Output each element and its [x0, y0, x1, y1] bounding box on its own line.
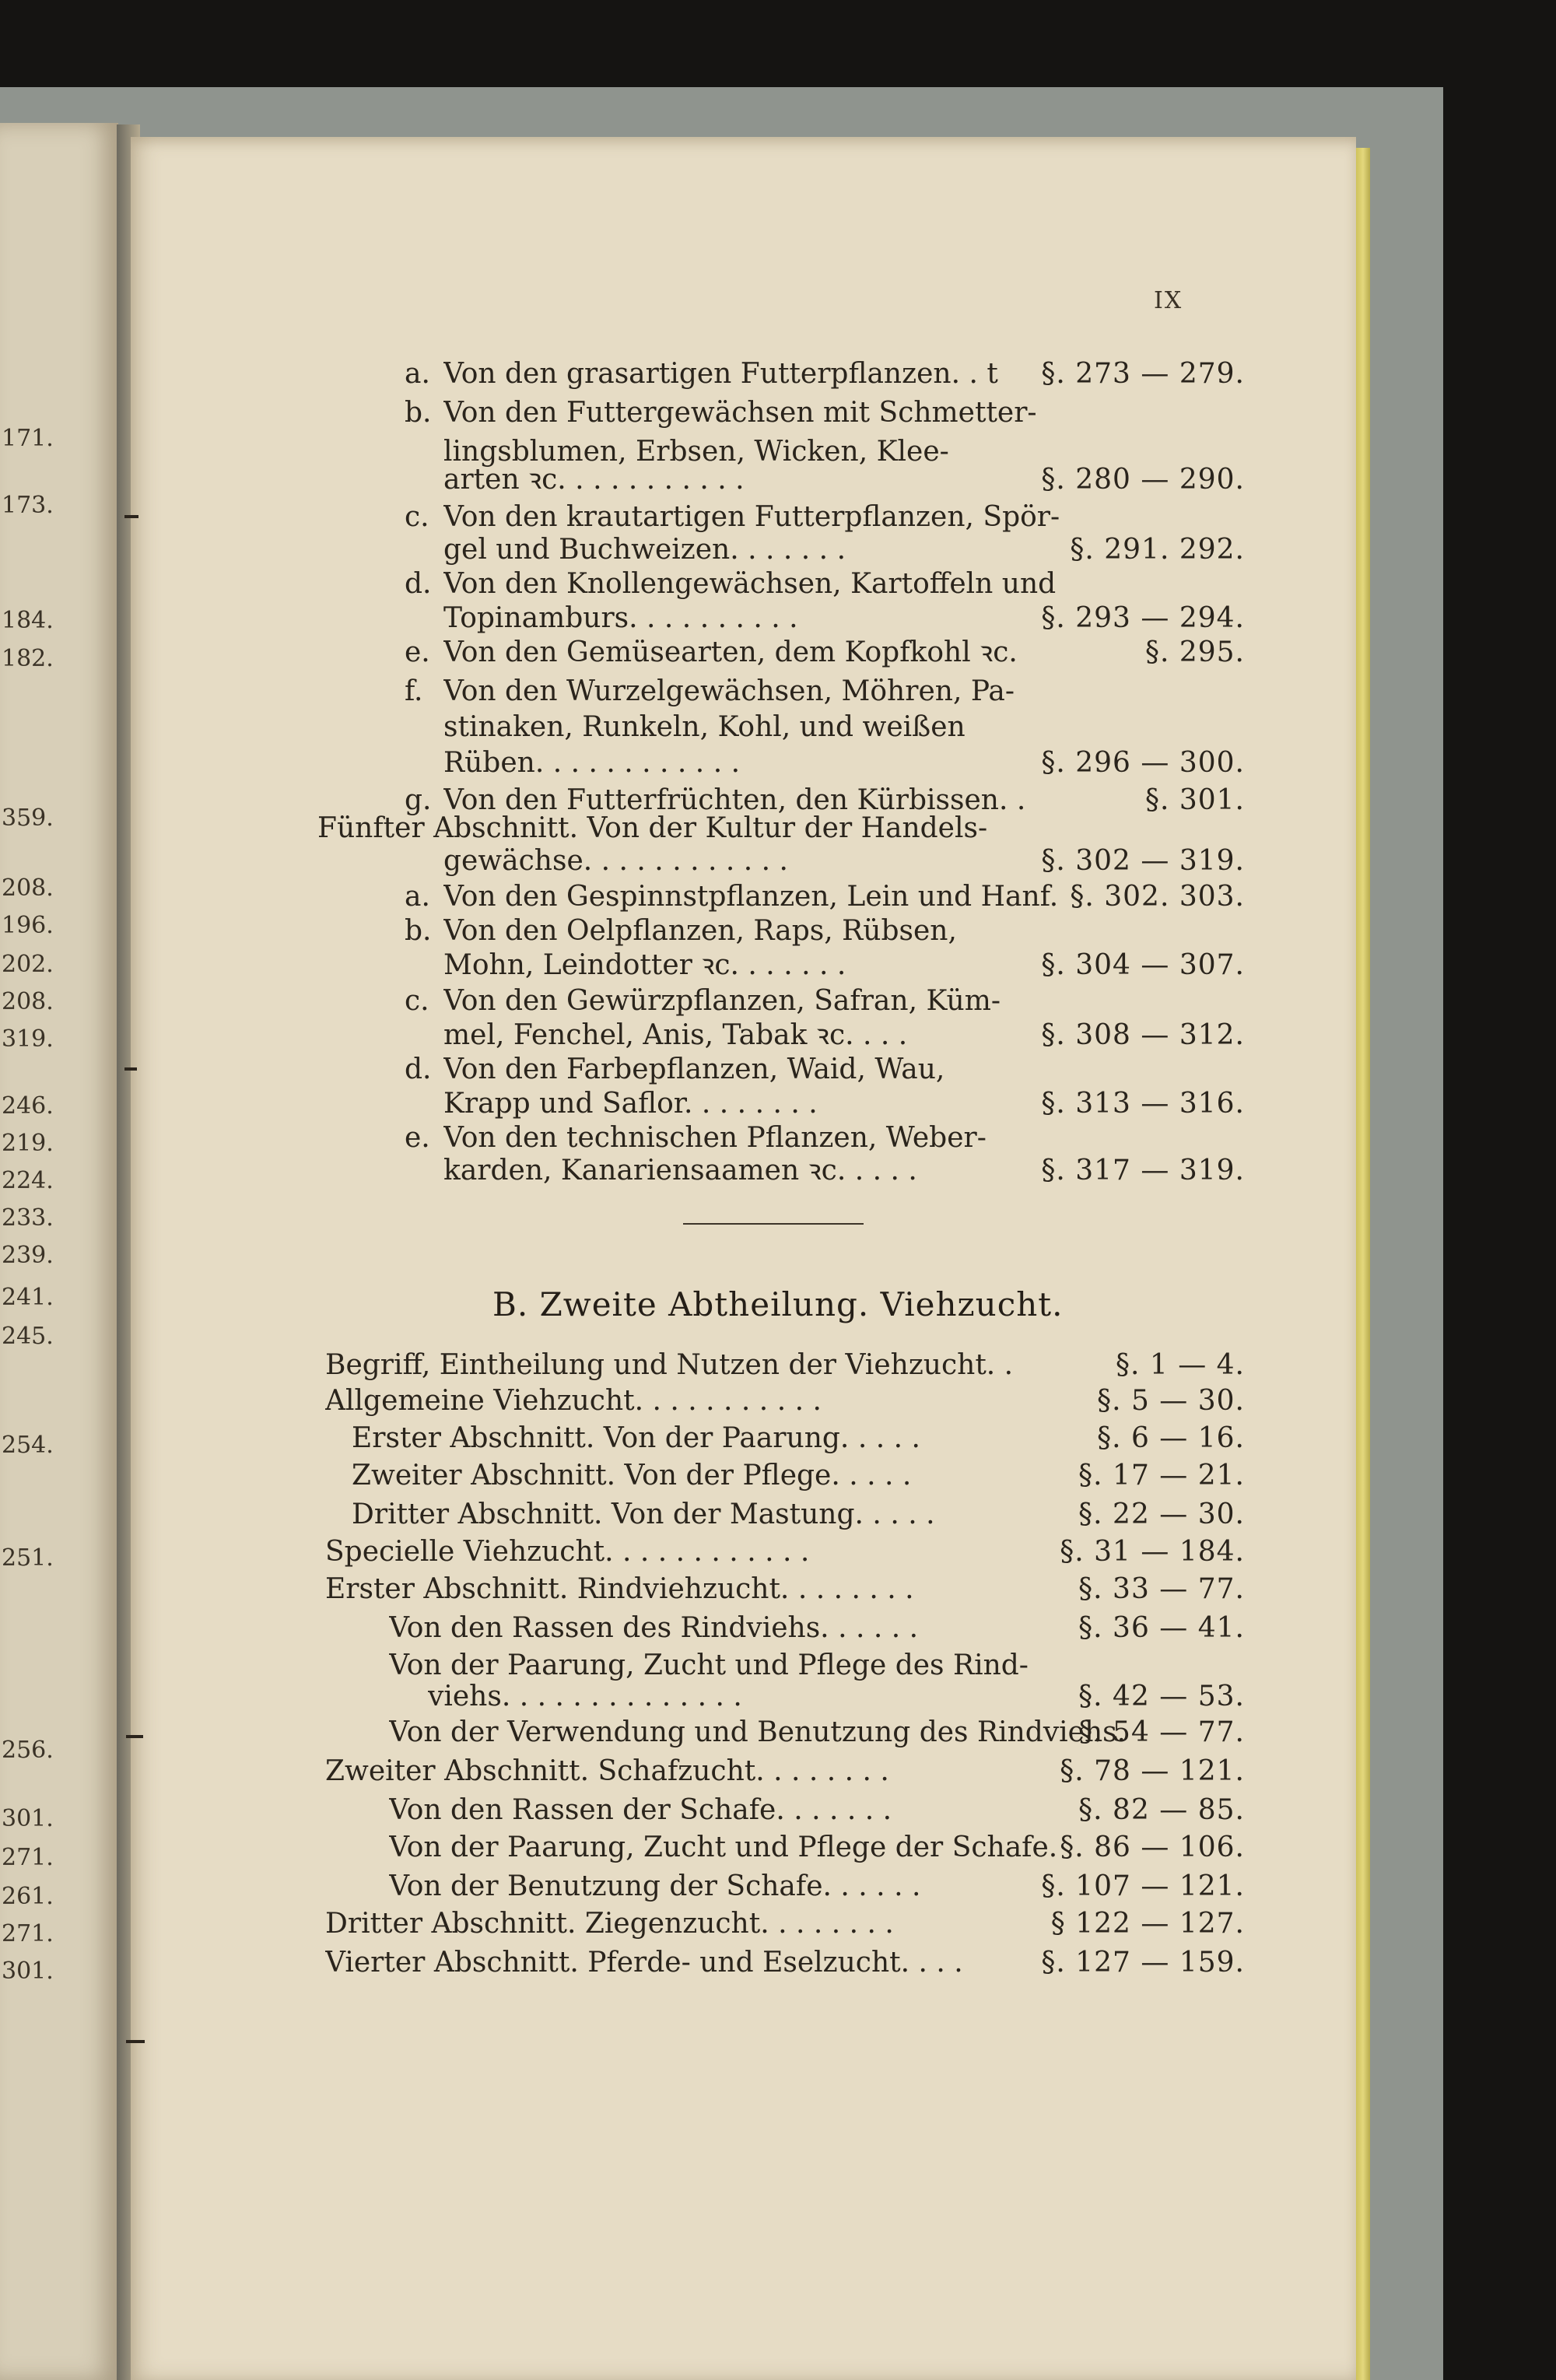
- toc-entry: b. Von den Futtergewächsen mit Schmetter-: [405, 397, 1037, 429]
- toc-entry-continued: Topinamburs. . . . . . . . . . §. 293 — 294.: [443, 602, 1245, 634]
- prev-page-number: 301.: [2, 1805, 54, 1832]
- toc-entry-continued: gel und Buchweizen. . . . . . . §. 291. 292.: [443, 534, 1245, 566]
- toc-entry: Allgemeine Viehzucht. . . . . . . . . . . §. 5 — 30.: [325, 1385, 1245, 1417]
- prev-page-number: 254.: [2, 1432, 54, 1459]
- prev-page-number: 245.: [2, 1323, 54, 1350]
- prev-page-number: 319.: [2, 1025, 54, 1053]
- toc-entry: Von den Rassen der Schafe. . . . . . . §. 82 — 85.: [389, 1794, 1245, 1826]
- prev-page-number: 246.: [2, 1092, 54, 1120]
- toc-entry-continued: Krapp und Saflor. . . . . . . . §. 313 — 316.: [443, 1088, 1245, 1120]
- toc-entry-continued: Rüben. . . . . . . . . . . . §. 296 — 300.: [443, 747, 1245, 779]
- prev-page-number: 184.: [2, 607, 54, 634]
- toc-entry: Erster Abschnitt. Von der Paarung. . . . . §. 6 — 16.: [352, 1422, 1245, 1454]
- toc-entry: e. Von den technischen Pflanzen, Weber-: [405, 1122, 987, 1154]
- toc-entry: c. Von den Gewürzpflanzen, Safran, Küm-: [405, 985, 1001, 1017]
- toc-entry: Specielle Viehzucht. . . . . . . . . . . . §. 31 — 184.: [325, 1536, 1245, 1568]
- gutter-mark: [126, 1735, 143, 1738]
- toc-entry: Begriff, Eintheilung und Nutzen der Viehzucht. . §. 1 — 4.: [325, 1349, 1245, 1381]
- prev-page-number: 359.: [2, 804, 54, 832]
- prev-page-number: 182.: [2, 645, 54, 672]
- prev-page-number: 271.: [2, 1844, 54, 1871]
- toc-entry-continued: stinaken, Runkeln, Kohl, und weißen: [443, 711, 965, 743]
- toc-entry: a. Von den Gespinnstpflanzen, Lein und Hanf. §. 302. 303.: [405, 881, 1245, 913]
- toc-entry: Von der Benutzung der Schafe. . . . . . §. 107 — 121.: [389, 1870, 1245, 1902]
- prev-page-number: 208.: [2, 988, 54, 1015]
- prev-page-number: 251.: [2, 1544, 54, 1572]
- gutter-mark: [124, 515, 138, 518]
- toc-entry: d. Von den Farbepflanzen, Waid, Wau,: [405, 1053, 945, 1085]
- prev-page-number: 256.: [2, 1737, 54, 1764]
- toc-entry: a. Von den grasartigen Futterpflanzen. . t §. 273 — 279.: [405, 358, 1245, 390]
- gutter-mark: [124, 1067, 137, 1071]
- prev-page-number: 173.: [2, 492, 54, 519]
- toc-entry: f. Von den Wurzelgewächsen, Möhren, Pa-: [405, 675, 1015, 707]
- toc-entry-continued: Mohn, Leindotter ꝛc. . . . . . . §. 304 — 307.: [443, 949, 1245, 981]
- toc-entry-continued: viehs. . . . . . . . . . . . . . §. 42 — 53.: [428, 1681, 1245, 1712]
- section-heading: B. Zweite Abtheilung. Viehzucht.: [492, 1285, 1064, 1323]
- toc-entry: g. Von den Futterfrüchten, den Kürbissen. . §. 301.: [405, 784, 1245, 816]
- toc-entry-continued: lingsblumen, Erbsen, Wicken, Klee-: [443, 436, 949, 468]
- toc-entry: Dritter Abschnitt. Von der Mastung. . . . . §. 22 — 30.: [352, 1498, 1245, 1530]
- prev-page-number: 202.: [2, 951, 54, 978]
- toc-entry: Von der Verwendung und Benutzung des Rindviehs. §. 54 — 77.: [389, 1716, 1245, 1748]
- prev-page-number: 271.: [2, 1920, 54, 1947]
- toc-entry-continued: karden, Kanariensaamen ꝛc. . . . . §. 317 — 319.: [443, 1155, 1245, 1186]
- prev-page-number: 301.: [2, 1958, 54, 1985]
- section-divider: [683, 1223, 864, 1225]
- prev-page-number: 224.: [2, 1167, 54, 1194]
- toc-entry: Vierter Abschnitt. Pferde- und Eselzucht. . . . §. 127 — 159.: [325, 1947, 1245, 1979]
- toc-entry-continued: mel, Fenchel, Anis, Tabak ꝛc. . . . §. 308 — 312.: [443, 1019, 1245, 1051]
- toc-entry: e. Von den Gemüsearten, dem Kopfkohl ꝛc. §. 295.: [405, 636, 1245, 668]
- prev-page-number: 196.: [2, 912, 54, 939]
- toc-entry: Erster Abschnitt. Rindviehzucht. . . . . . . . §. 33 — 77.: [325, 1573, 1245, 1605]
- prev-page-number: 219.: [2, 1130, 54, 1157]
- prev-page-number: 233.: [2, 1204, 54, 1232]
- prev-page-number: 241.: [2, 1284, 54, 1311]
- toc-entry: c. Von den krautartigen Futterpflanzen, Spör-: [405, 501, 1060, 533]
- prev-page-number: 261.: [2, 1883, 54, 1910]
- prev-page-number: 171.: [2, 425, 54, 452]
- toc-entry: Zweiter Abschnitt. Schafzucht. . . . . . . . §. 78 — 121.: [325, 1755, 1245, 1787]
- gutter-mark: [126, 2040, 145, 2043]
- toc-entry: Dritter Abschnitt. Ziegenzucht. . . . . . . . § 122 — 127.: [325, 1908, 1245, 1940]
- toc-entry: Zweiter Abschnitt. Von der Pflege. . . . . §. 17 — 21.: [352, 1460, 1245, 1491]
- toc-entry-continued: arten ꝛc. . . . . . . . . . . §. 280 — 290.: [443, 464, 1245, 496]
- toc-chapter: Fünfter Abschnitt. Von der Kultur der Handels-: [317, 812, 988, 844]
- prev-page-number: 239.: [2, 1242, 54, 1269]
- page-block-edge: [1356, 148, 1370, 2380]
- prev-page-number: 208.: [2, 875, 54, 902]
- toc-entry-continued: gewächse. . . . . . . . . . . . §. 302 — 319.: [443, 845, 1245, 877]
- toc-entry: Von der Paarung, Zucht und Pflege der Schafe. §. 86 — 106.: [389, 1831, 1245, 1863]
- toc-entry: Von den Rassen des Rindviehs. . . . . . §. 36 — 41.: [389, 1612, 1245, 1644]
- toc-entry: Von der Paarung, Zucht und Pflege des Rind-: [389, 1649, 1029, 1681]
- toc-entry: b. Von den Oelpflanzen, Raps, Rübsen,: [405, 915, 957, 947]
- toc-entry: d. Von den Knollengewächsen, Kartoffeln und: [405, 568, 1057, 600]
- page-number: IX: [1154, 287, 1183, 314]
